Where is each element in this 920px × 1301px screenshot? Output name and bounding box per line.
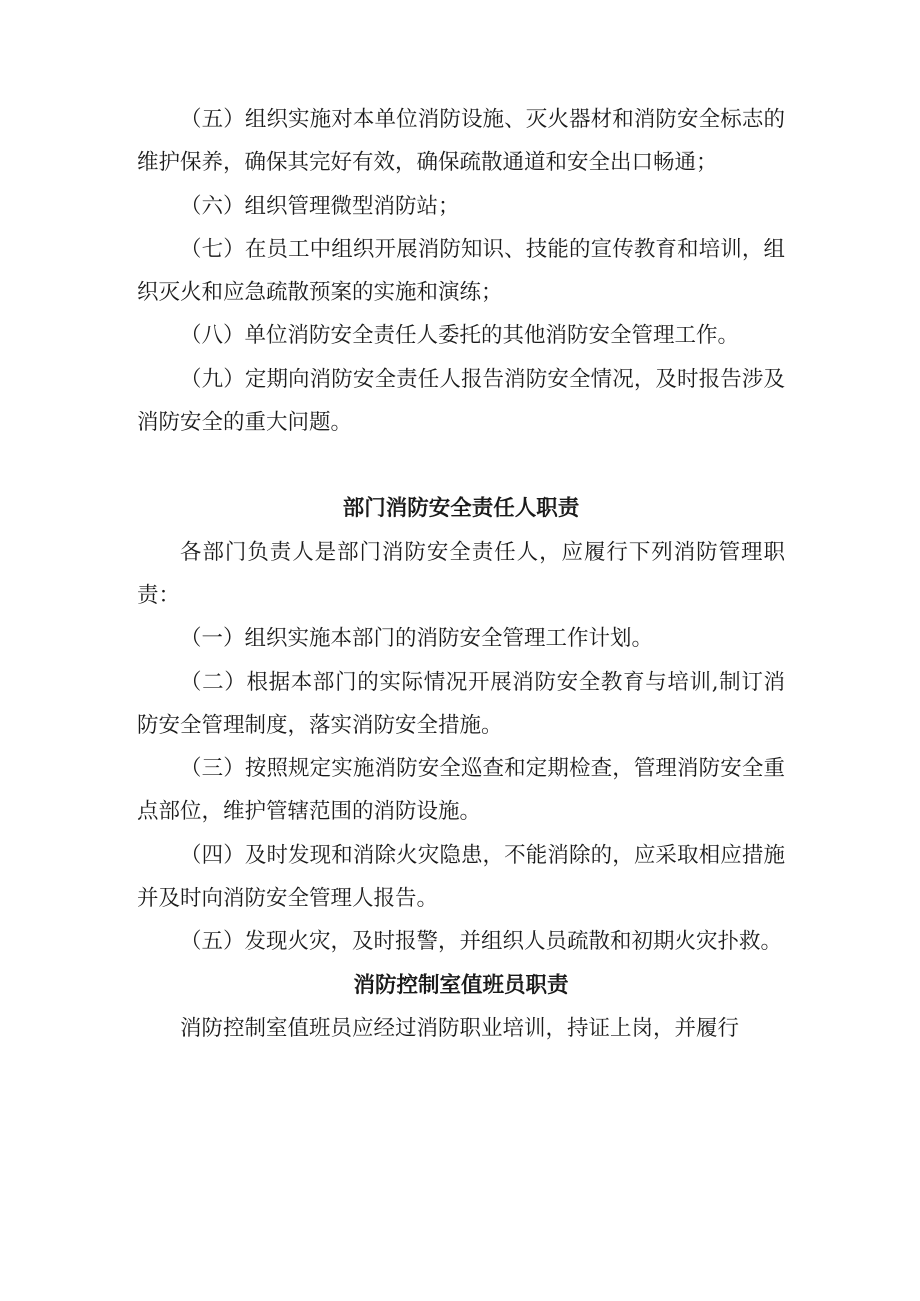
dept-duty-item-5: （五）发现火灾，及时报警，并组织人员疏散和初期火灾扑救。 [180, 929, 783, 955]
section-title-control-room: 消防控制室值班员职责 [353, 972, 569, 998]
dept-duty-item-3: （三）按照规定实施消防安全巡查和定期检查，管理消防安全重点部位，维护管辖范围的消防设施。 [137, 756, 785, 825]
document-page [137, 98, 785, 1050]
dept-duty-item-4: （四）及时发现和消除火灾隐患，不能消除的，应采取相应措施并及时向消防安全管理人报告。 [137, 842, 785, 912]
section-unit-manager-duties-continued [137, 98, 785, 444]
section-intro-department: 各部门负责人是部门消防安全责任人，应履行下列消防管理职责： [137, 539, 785, 608]
section-title-department: 部门消防安全责任人职责 [342, 496, 580, 522]
dept-duty-item-2: （二）根据本部门的实际情况开展消防安全教育与培训,制订消防安全管理制度，落实消防安全措施。 [137, 669, 785, 738]
section-intro-control-room: 消防控制室值班员应经过消防职业培训，持证上岗，并履行 [180, 1015, 740, 1041]
duty-item-5: （五）组织实施对本单位消防设施、灭火器材和消防安全标志的维护保养，确保其完好有效，确保疏散通道和安全出口畅通； [137, 107, 785, 176]
dept-duty-item-1: （一）组织实施本部门的消防安全管理工作计划。 [180, 626, 654, 652]
duty-item-8: （八）单位消防安全责任人委托的其他消防安全管理工作。 [180, 323, 740, 349]
section-department-duties [137, 487, 785, 963]
duty-item-6: （六）组织管理微型消防站； [180, 193, 460, 219]
duty-item-9: （九）定期向消防安全责任人报告消防安全情况，及时报告涉及消防安全的重大问题。 [137, 366, 785, 436]
section-spacer [137, 444, 785, 487]
section-control-room-duties [137, 964, 785, 1051]
duty-item-7: （七）在员工中组织开展消防知识、技能的宣传教育和培训，组织灭火和应急疏散预案的实施和演练； [137, 236, 785, 306]
